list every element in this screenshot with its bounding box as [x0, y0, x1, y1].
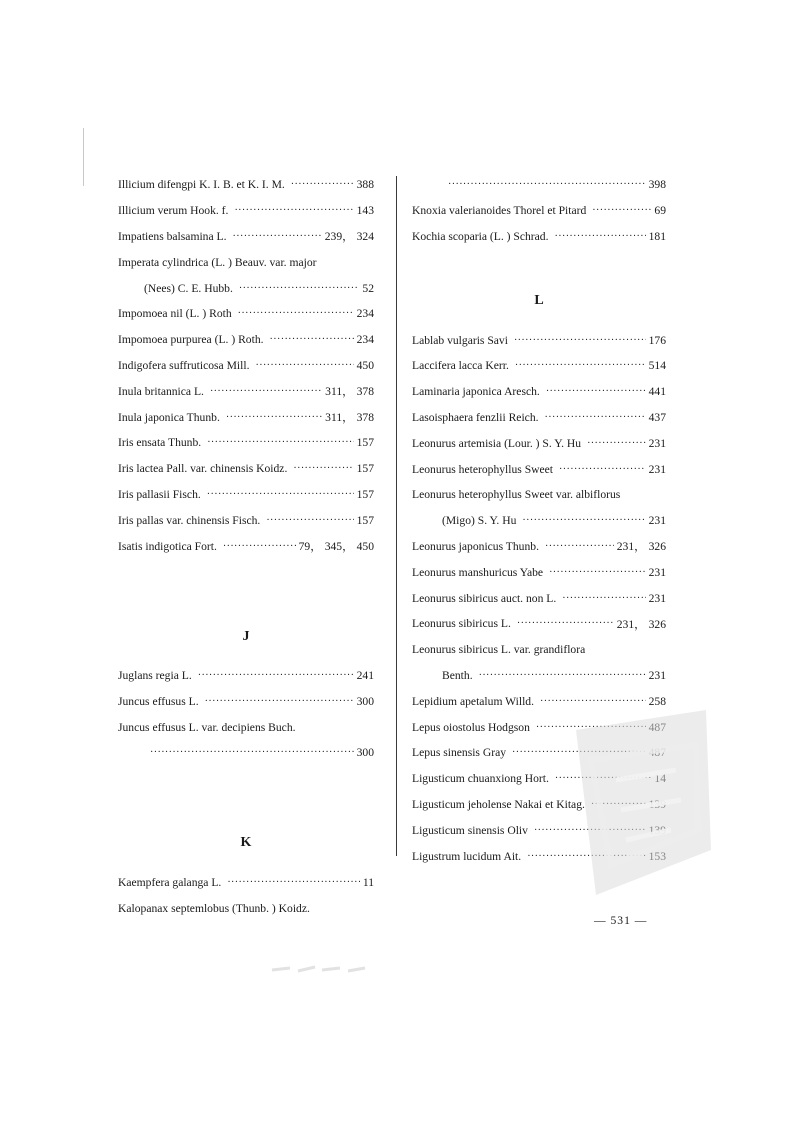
entry-name: Inula britannica L.: [118, 384, 204, 398]
entry-name: Iris lactea Pall. var. chinensis Koidz.: [118, 462, 288, 476]
dot-leader: [266, 515, 353, 526]
section-letter-j: J: [242, 628, 250, 644]
index-entry: [118, 688, 374, 714]
entry-name: Impomoea purpurea (L. ) Roth.: [118, 333, 264, 347]
entry-page-ref: 157: [356, 513, 374, 527]
index-entry: [412, 585, 666, 611]
dot-leader: [514, 335, 646, 346]
index-entry: [118, 353, 374, 379]
entry-page-ref: 231， 326: [616, 617, 666, 631]
dot-leader: [226, 412, 322, 423]
entry-page-ref: 311， 378: [325, 385, 374, 399]
index-entry: [118, 895, 374, 921]
entry-name: Ligusticum jeholense Nakai et Kitag.: [412, 797, 585, 811]
entry-page-ref: 234: [356, 333, 374, 347]
entry-page-ref: 157: [356, 436, 374, 450]
entry-page-ref: 11: [362, 875, 374, 889]
dot-leader: [239, 283, 360, 294]
entry-name: Benth.: [442, 668, 473, 682]
entry-page-ref: 258: [648, 694, 666, 708]
entry-name: Imperata cylindrica (L. ) Beauv. var. major: [118, 255, 317, 269]
entry-name: Lablab vulgaris Savi: [412, 333, 508, 347]
index-entry: [412, 224, 666, 250]
entry-page-ref: 157: [356, 462, 374, 476]
dot-leader: [255, 360, 353, 371]
dot-leader: [291, 179, 354, 190]
dot-leader: [479, 670, 646, 681]
entry-page-ref: 388: [356, 178, 374, 192]
entry-name: Lasoisphaera fenzlii Reich.: [412, 410, 539, 424]
entry-name: Knoxia valerianoides Thorel et Pitard: [412, 204, 587, 218]
entry-name: Juncus effusus L. var. decipiens Buch.: [118, 720, 296, 734]
index-entry: [118, 224, 374, 250]
entry-name: Kalopanax septemlobus (Thunb. ) Koidz.: [118, 901, 310, 915]
dot-leader: [555, 231, 646, 242]
entry-page-ref: 231， 326: [616, 540, 666, 554]
entry-page-ref: 300: [356, 746, 374, 760]
dot-leader: [549, 567, 646, 578]
entry-name: Inula japonica Thunb.: [118, 410, 220, 424]
entry-name: Iris pallas var. chinensis Fisch.: [118, 513, 261, 527]
index-entry: [412, 508, 666, 534]
entry-page-ref: 398: [648, 178, 666, 192]
index-i-entries: [118, 172, 374, 559]
index-entry: [118, 507, 374, 533]
entry-name: Leonurus artemisia (Lour. ) S. Y. Hu: [412, 436, 582, 450]
column-divider: [396, 176, 397, 856]
entry-name: Juglans regia L.: [118, 668, 192, 682]
index-entry: [118, 482, 374, 508]
page-number: — 531 —: [594, 914, 648, 927]
index-entry: [412, 353, 666, 379]
entry-page-ref: 143: [356, 204, 374, 218]
entry-name: (Nees) C. E. Hubb.: [144, 281, 233, 295]
entry-page-ref: 69: [654, 204, 666, 218]
entry-name: Kochia scoparia (L. ) Schrad.: [412, 229, 549, 243]
entry-page-ref: 52: [362, 281, 374, 295]
index-entry: [118, 404, 374, 430]
entry-page-ref: 231: [648, 462, 666, 476]
index-entry: [118, 869, 374, 895]
index-entry: [118, 740, 374, 766]
index-entry: [412, 430, 666, 456]
entry-name: Ligusticum sinensis Oliv: [412, 823, 528, 837]
entry-name: Juncus effusus L.: [118, 694, 199, 708]
entry-page-ref: 514: [648, 359, 666, 373]
entry-page-ref: 231: [648, 668, 666, 682]
index-entry: [118, 198, 374, 224]
entry-name: Leonurus heterophyllus Sweet var. albiflorus: [412, 488, 621, 502]
entry-page-ref: 300: [356, 694, 374, 708]
entry-name: Laccifera lacca Kerr.: [412, 359, 509, 373]
dot-leader: [233, 231, 322, 242]
dot-leader: [150, 747, 354, 758]
dot-leader: [198, 670, 354, 681]
index-entry: [412, 611, 666, 637]
index-entry: [118, 430, 374, 456]
entry-name: Lepus oiostolus Hodgson: [412, 720, 530, 734]
dot-leader: [545, 541, 614, 552]
index-entry: [412, 559, 666, 585]
entry-page-ref: 176: [648, 333, 666, 347]
index-entry: [412, 198, 666, 224]
dot-leader: [234, 205, 353, 216]
index-entry: [118, 275, 374, 301]
dot-leader: [227, 877, 360, 888]
dot-leader: [517, 618, 614, 629]
index-j-entries: [118, 663, 374, 766]
index-entry: [412, 456, 666, 482]
section-letter-l: L: [534, 293, 544, 309]
index-entry: [118, 378, 374, 404]
dot-leader: [207, 489, 354, 500]
dot-leader: [205, 696, 354, 707]
dot-leader: [210, 386, 322, 397]
index-entry: [412, 379, 666, 405]
entry-name: Illicium verum Hook. f.: [118, 204, 229, 218]
entry-name: Lepus sinensis Gray: [412, 746, 507, 760]
entry-name: Illicium difengpi K. I. B. et K. I. M.: [118, 178, 285, 192]
dot-leader: [223, 541, 296, 552]
entry-name: Leonurus heterophyllus Sweet: [412, 462, 554, 476]
entry-name: Indigofera suffruticosa Mill.: [118, 358, 250, 372]
index-entry: [118, 663, 374, 689]
dot-leader: [293, 463, 353, 474]
index-k-entries: [118, 869, 374, 921]
entry-name: (Migo) S. Y. Hu: [442, 514, 517, 528]
entry-page-ref: 241: [356, 668, 374, 682]
entry-page-ref: 450: [356, 358, 374, 372]
library-stamp-watermark: [556, 700, 716, 900]
entry-name: Lepidium apetalum Willd.: [412, 694, 534, 708]
index-entry: [118, 714, 374, 740]
entry-name: Impomoea nil (L. ) Roth: [118, 307, 232, 321]
entry-page-ref: 311， 378: [325, 411, 374, 425]
dot-leader: [238, 308, 354, 319]
entry-name: Iris pallasii Fisch.: [118, 487, 201, 501]
dot-leader: [546, 386, 646, 397]
dot-leader: [270, 334, 354, 345]
dot-leader: [559, 464, 646, 475]
entry-page-ref: 437: [648, 410, 666, 424]
entry-page-ref: 79， 345， 450: [298, 540, 374, 554]
dot-leader: [515, 360, 646, 371]
entry-name: Iris ensata Thunb.: [118, 436, 202, 450]
entry-page-ref: 239， 324: [324, 230, 374, 244]
index-entry: [118, 327, 374, 353]
entry-page-ref: 181: [648, 229, 666, 243]
entry-page-ref: 234: [356, 307, 374, 321]
entry-name: Leonurus sibiricus L.: [412, 617, 511, 631]
entry-page-ref: 157: [356, 487, 374, 501]
index-entry: [412, 405, 666, 431]
entry-page-ref: 231: [648, 436, 666, 450]
entry-name: Leonurus sibiricus auct. non L.: [412, 591, 557, 605]
dot-leader: [592, 205, 651, 216]
entry-page-ref: 231: [648, 565, 666, 579]
index-entry: [412, 637, 666, 663]
entry-name: Leonurus sibiricus L. var. grandiflora: [412, 643, 586, 657]
index-entry: [412, 482, 666, 508]
entry-name: Leonurus japonicus Thunb.: [412, 539, 539, 553]
dot-leader: [545, 412, 646, 423]
entry-page-ref: 231: [648, 514, 666, 528]
dot-leader: [207, 437, 353, 448]
index-entry: [412, 327, 666, 353]
entry-name: Kaempfera galanga L.: [118, 875, 222, 889]
dot-leader: [587, 438, 646, 449]
dot-leader: [522, 515, 645, 526]
section-letter-k: K: [240, 835, 252, 851]
index-entry: [412, 172, 666, 198]
entry-name: Ligusticum chuanxiong Hort.: [412, 772, 549, 786]
index-entry: [118, 249, 374, 275]
margin-line: [83, 128, 84, 186]
faint-ink-smudge: [270, 962, 370, 976]
entry-name: Ligustrum lucidum Ait.: [412, 849, 522, 863]
dot-leader: [562, 593, 645, 604]
entry-name: Impatiens balsamina L.: [118, 229, 227, 243]
index-entry: [118, 533, 374, 559]
index-entry: [412, 663, 666, 689]
dot-leader: [448, 179, 646, 190]
index-entry: [118, 456, 374, 482]
entry-page-ref: 441: [648, 385, 666, 399]
entry-page-ref: 231: [648, 591, 666, 605]
index-entry: [412, 534, 666, 560]
entry-name: Isatis indigotica Fort.: [118, 539, 217, 553]
index-entry: [118, 172, 374, 198]
left-column: [118, 172, 374, 921]
entry-name: Leonurus manshuricus Yabe: [412, 565, 544, 579]
index-entry: [118, 301, 374, 327]
index-k-continued-entries: [412, 172, 666, 249]
entry-name: Laminaria japonica Aresch.: [412, 385, 540, 399]
